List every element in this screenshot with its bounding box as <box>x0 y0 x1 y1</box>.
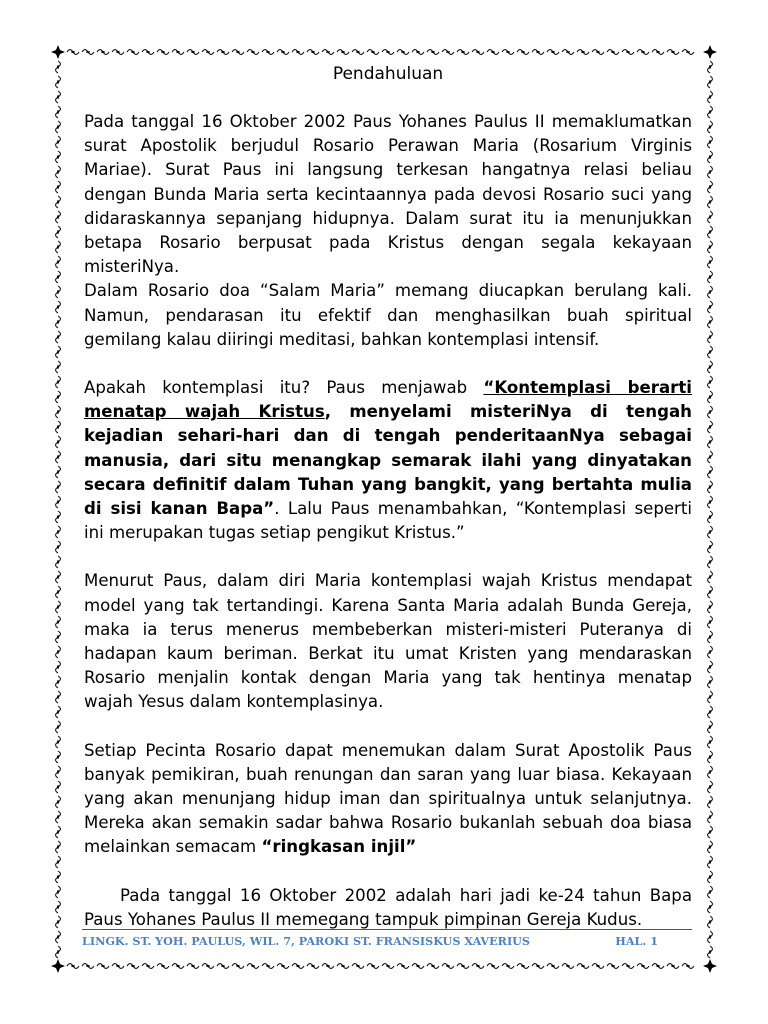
border-motif-right <box>708 691 713 703</box>
border-motif-right <box>708 481 713 493</box>
border-motif-right <box>708 751 713 763</box>
border-motif-top <box>307 50 319 55</box>
border-motif-top <box>472 50 484 55</box>
border-motif-left <box>56 721 61 733</box>
border-motif-bottom <box>367 964 379 969</box>
border-motif-right <box>708 601 713 613</box>
border-motif-left <box>56 151 61 163</box>
border-motif-top <box>652 50 664 55</box>
border-motif-bottom <box>667 964 679 969</box>
border-motif-top <box>412 50 424 55</box>
paragraph-3-quote-underlined: “Kontemplasi berarti menatap wajah Kristus <box>84 378 692 422</box>
border-motif-bottom <box>637 964 649 969</box>
border-motif-top <box>502 50 514 55</box>
border-motif-top <box>637 50 649 55</box>
border-motif-left <box>56 301 61 313</box>
border-motif-top <box>142 50 154 55</box>
border-motif-right <box>708 916 713 928</box>
paragraph-6: Pada tanggal 16 Oktober 2002 adalah hari jadi ke-24 tahun Bapa Paus Yohanes Paulus II memegang tampuk pimpinan Gereja Kudus. <box>84 885 692 929</box>
border-motif-right <box>708 616 713 628</box>
border-motif-left <box>56 376 61 388</box>
border-motif-right <box>708 646 713 658</box>
border-motif-bottom <box>487 964 499 969</box>
border-motif-right <box>708 736 713 748</box>
border-motif-bottom <box>547 964 559 969</box>
border-motif-left <box>56 751 61 763</box>
border-motif-top <box>592 50 604 55</box>
border-motif-top <box>292 50 304 55</box>
border-motif-bottom <box>412 964 424 969</box>
border-motif-bottom <box>247 964 259 969</box>
border-corner-ornament <box>703 959 717 973</box>
border-motif-left <box>56 901 61 913</box>
border-motif-bottom <box>157 964 169 969</box>
border-motif-left <box>56 166 61 178</box>
border-motif-left <box>56 631 61 643</box>
border-motif-bottom <box>652 964 664 969</box>
border-motif-left <box>56 496 61 508</box>
border-motif-left <box>56 121 61 133</box>
border-motif-left <box>56 811 61 823</box>
paragraph-2: Dalam Rosario doa “Salam Maria” memang diucapkan berulang kali. Namun, pendarasan itu efektif dan menghasilkan buah spiritual gemilang kalau diiringi meditasi, bahkan kontemplasi intensif. <box>84 281 692 349</box>
border-motif-bottom <box>142 964 154 969</box>
border-motif-right <box>708 811 713 823</box>
border-motif-bottom <box>472 964 484 969</box>
border-motif-right <box>708 541 713 553</box>
border-motif-left <box>56 451 61 463</box>
border-motif-right <box>708 466 713 478</box>
border-motif-bottom <box>67 964 79 969</box>
border-motif-left <box>56 241 61 253</box>
border-motif-right <box>708 511 713 523</box>
paragraph-1: Pada tanggal 16 Oktober 2002 Paus Yohanes Paulus II memaklumatkan surat Apostolik berjudul Rosario Perawan Maria (Rosarium Virginis Mariae). Surat Paus ini langsung terkesan hangatnya relasi beliau dengan Bunda Maria serta kecintaannya pada devosi Rosario suci yang didaraskannya sepanjang hidupnya. Dalam surat itu ia menunjukkan betapa Rosario berpusat pada Kristus dengan segala kekayaan misteriNya. <box>84 112 692 277</box>
footer-page-number: HAL. 1 <box>615 934 658 948</box>
border-motif-bottom <box>277 964 289 969</box>
border-motif-right <box>708 781 713 793</box>
border-motif-right <box>708 886 713 898</box>
border-motif-bottom <box>217 964 229 969</box>
border-motif-right <box>708 181 713 193</box>
paragraph-3 <box>84 376 692 545</box>
border-motif-top <box>277 50 289 55</box>
border-motif-left <box>56 61 61 73</box>
border-motif-left <box>56 766 61 778</box>
border-motif-top <box>682 50 694 55</box>
border-motif-right <box>708 721 713 733</box>
border-motif-top <box>322 50 334 55</box>
border-motif-left <box>56 691 61 703</box>
border-motif-right <box>708 316 713 328</box>
border-motif-top <box>157 50 169 55</box>
border-motif-bottom <box>307 964 319 969</box>
border-motif-right <box>708 871 713 883</box>
border-motif-top <box>562 50 574 55</box>
border-motif-right <box>708 346 713 358</box>
border-motif-top <box>517 50 529 55</box>
border-corner-ornament <box>51 959 65 973</box>
border-motif-top <box>127 50 139 55</box>
border-motif-right <box>708 376 713 388</box>
border-motif-bottom <box>622 964 634 969</box>
border-motif-left <box>56 256 61 268</box>
border-motif-top <box>247 50 259 55</box>
border-motif-bottom <box>337 964 349 969</box>
border-motif-bottom <box>172 964 184 969</box>
border-motif-left <box>56 436 61 448</box>
border-motif-right <box>708 76 713 88</box>
border-motif-bottom <box>607 964 619 969</box>
footer-rule <box>82 929 692 930</box>
border-motif-right <box>708 556 713 568</box>
border-motif-left <box>56 346 61 358</box>
border-motif-bottom <box>202 964 214 969</box>
border-motif-left <box>56 136 61 148</box>
border-motif-left <box>56 661 61 673</box>
border-motif-left <box>56 181 61 193</box>
border-motif-right <box>708 841 713 853</box>
border-motif-left <box>56 931 61 943</box>
border-motif-left <box>56 556 61 568</box>
border-motif-top <box>202 50 214 55</box>
border-motif-right <box>708 631 713 643</box>
border-motif-left <box>56 541 61 553</box>
border-motif-top <box>232 50 244 55</box>
border-motif-top <box>457 50 469 55</box>
border-motif-right <box>708 136 713 148</box>
border-motif-top <box>97 50 109 55</box>
border-motif-bottom <box>97 964 109 969</box>
border-motif-bottom <box>442 964 454 969</box>
border-motif-bottom <box>517 964 529 969</box>
border-motif-top <box>577 50 589 55</box>
border-motif-right <box>708 676 713 688</box>
border-motif-left <box>56 946 61 958</box>
paragraph-3-quote: , menyelami misteriNya di tengah kejadian sehari-hari dan di tengah penderitaanNya sebagai manusia, dari situ menangkap semarak ilahi yang dinyatakan secara definitif dalam Tuhan yang bangkit, yang bertahta mulia di sisi kanan Bapa” <box>84 402 692 519</box>
border-motif-right <box>708 61 713 73</box>
border-motif-top <box>622 50 634 55</box>
border-motif-bottom <box>262 964 274 969</box>
border-motif-left <box>56 511 61 523</box>
border-motif-top <box>112 50 124 55</box>
border-motif-left <box>56 706 61 718</box>
border-motif-right <box>708 91 713 103</box>
border-motif-bottom <box>532 964 544 969</box>
border-motif-bottom <box>592 964 604 969</box>
border-motif-right <box>708 451 713 463</box>
paragraph-3-intro: Apakah kontemplasi itu? Paus menjawab <box>84 378 484 398</box>
border-motif-top <box>352 50 364 55</box>
border-motif-top <box>382 50 394 55</box>
border-motif-top <box>82 50 94 55</box>
border-motif-left <box>56 526 61 538</box>
border-motif-left <box>56 841 61 853</box>
border-motif-right <box>708 256 713 268</box>
border-motif-bottom <box>322 964 334 969</box>
border-motif-left <box>56 796 61 808</box>
border-motif-right <box>708 796 713 808</box>
paragraph-3-end: . Lalu Paus menambahkan, “Kontemplasi seperti ini merupakan tugas setiap pengikut Kristus.” <box>84 499 692 543</box>
border-motif-right <box>708 391 713 403</box>
border-motif-right <box>708 286 713 298</box>
border-motif-right <box>708 946 713 958</box>
border-motif-top <box>367 50 379 55</box>
border-motif-right <box>708 166 713 178</box>
border-motif-bottom <box>577 964 589 969</box>
border-motif-top <box>442 50 454 55</box>
border-motif-left <box>56 616 61 628</box>
page-footer <box>82 934 692 948</box>
border-motif-right <box>708 211 713 223</box>
border-motif-left <box>56 196 61 208</box>
border-motif-top <box>337 50 349 55</box>
border-motif-right <box>708 526 713 538</box>
border-motif-left <box>56 856 61 868</box>
border-motif-left <box>56 316 61 328</box>
border-motif-right <box>708 226 713 238</box>
border-motif-left <box>56 676 61 688</box>
border-motif-left <box>56 781 61 793</box>
border-motif-top <box>547 50 559 55</box>
border-motif-left <box>56 571 61 583</box>
border-motif-right <box>708 106 713 118</box>
border-motif-left <box>56 481 61 493</box>
border-motif-left <box>56 916 61 928</box>
border-motif-left <box>56 91 61 103</box>
border-motif-left <box>56 871 61 883</box>
border-motif-left <box>56 601 61 613</box>
document-body <box>84 64 692 932</box>
border-motif-right <box>708 361 713 373</box>
border-motif-bottom <box>292 964 304 969</box>
border-motif-right <box>708 271 713 283</box>
border-motif-top <box>487 50 499 55</box>
border-motif-left <box>56 391 61 403</box>
border-motif-bottom <box>187 964 199 969</box>
border-motif-left <box>56 211 61 223</box>
border-motif-bottom <box>112 964 124 969</box>
paragraph-5 <box>84 739 692 860</box>
border-motif-left <box>56 271 61 283</box>
border-motif-right <box>708 766 713 778</box>
border-motif-left <box>56 106 61 118</box>
border-motif-top <box>187 50 199 55</box>
border-motif-bottom <box>82 964 94 969</box>
border-motif-right <box>708 151 713 163</box>
border-motif-right <box>708 436 713 448</box>
paragraph-4: Menurut Paus, dalam diri Maria kontemplasi wajah Kristus mendapat model yang tak tertandingi. Karena Santa Maria adalah Bunda Gereja, maka ia terus menerus membeberkan misteri-misteri Puteranya di hadapan kaum beriman. Berkat itu umat Kristen yang mendaraskan Rosario menjalin kontak dengan Maria yang tak hentinya menatap wajah Yesus dalam kontemplasinya. <box>84 571 692 712</box>
border-motif-bottom <box>232 964 244 969</box>
border-motif-top <box>427 50 439 55</box>
border-corner-ornament <box>703 45 717 59</box>
border-motif-top <box>262 50 274 55</box>
paragraph-5-text: Setiap Pecinta Rosario dapat menemukan dalam Surat Apostolik Paus banyak pemikiran, buah renungan dan saran yang luar biasa. Kekayaan yang akan menunjang hidup iman dan spiritualnya untuk selanjutnya. Mereka akan semakin sadar bahwa Rosario bukanlah sebuah doa biasa melainkan semacam <box>84 740 692 857</box>
border-motif-right <box>708 421 713 433</box>
border-motif-left <box>56 76 61 88</box>
border-motif-right <box>708 496 713 508</box>
border-motif-left <box>56 421 61 433</box>
border-motif-bottom <box>397 964 409 969</box>
border-motif-right <box>708 826 713 838</box>
border-motif-left <box>56 736 61 748</box>
border-motif-top <box>217 50 229 55</box>
border-motif-left <box>56 286 61 298</box>
border-motif-left <box>56 331 61 343</box>
border-motif-bottom <box>127 964 139 969</box>
page-title: Pendahuluan <box>332 64 444 84</box>
border-motif-right <box>708 196 713 208</box>
border-motif-left <box>56 226 61 238</box>
border-motif-right <box>708 121 713 133</box>
border-motif-top <box>667 50 679 55</box>
border-motif-bottom <box>682 964 694 969</box>
border-motif-top <box>397 50 409 55</box>
border-motif-right <box>708 241 713 253</box>
border-motif-left <box>56 886 61 898</box>
border-motif-right <box>708 586 713 598</box>
border-motif-top <box>172 50 184 55</box>
border-motif-top <box>67 50 79 55</box>
border-motif-top <box>532 50 544 55</box>
border-motif-right <box>708 661 713 673</box>
border-motif-left <box>56 361 61 373</box>
border-motif-right <box>708 571 713 583</box>
border-motif-right <box>708 901 713 913</box>
border-corner-ornament <box>51 45 65 59</box>
border-motif-right <box>708 301 713 313</box>
border-motif-bottom <box>562 964 574 969</box>
border-motif-right <box>708 406 713 418</box>
border-motif-left <box>56 466 61 478</box>
border-motif-left <box>56 586 61 598</box>
border-motif-right <box>708 706 713 718</box>
footer-parish-text: LINGK. ST. YOH. PAULUS, WIL. 7, PAROKI ST. FRANSISKUS XAVERIUS <box>82 934 531 948</box>
border-motif-right <box>708 931 713 943</box>
border-motif-bottom <box>352 964 364 969</box>
border-motif-left <box>56 406 61 418</box>
border-motif-top <box>607 50 619 55</box>
border-motif-right <box>708 331 713 343</box>
border-motif-bottom <box>502 964 514 969</box>
paragraph-5-bold: “ringkasan injil” <box>261 837 417 857</box>
border-motif-bottom <box>457 964 469 969</box>
border-motif-left <box>56 646 61 658</box>
border-motif-bottom <box>382 964 394 969</box>
border-motif-bottom <box>427 964 439 969</box>
border-motif-right <box>708 856 713 868</box>
border-motif-left <box>56 826 61 838</box>
